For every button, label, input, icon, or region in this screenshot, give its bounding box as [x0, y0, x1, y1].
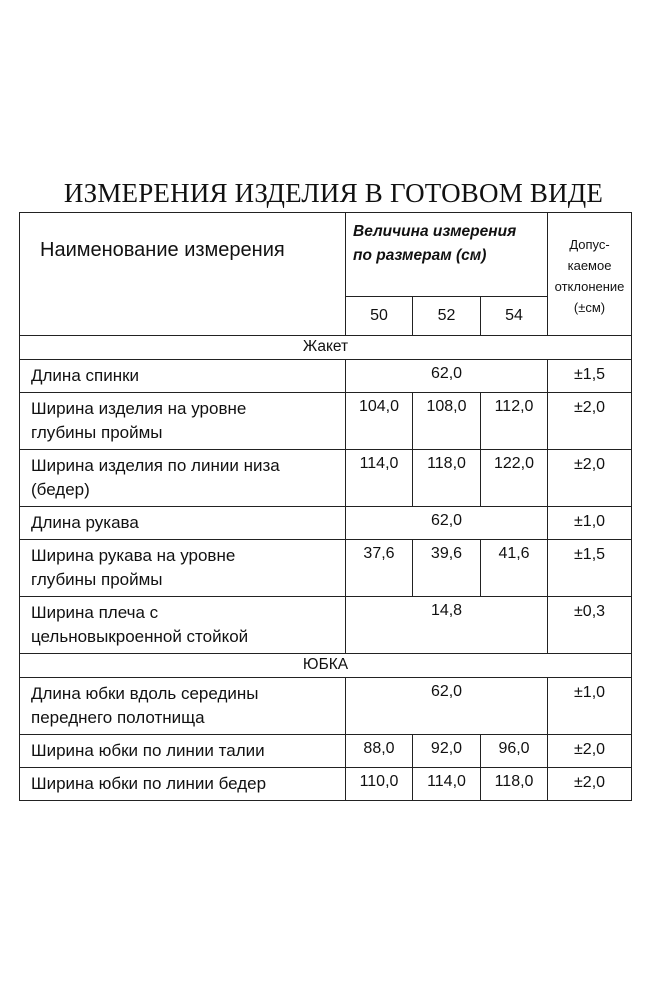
- size-value-cell: 37,6: [346, 540, 413, 597]
- measurement-name-cell: [20, 678, 346, 735]
- table-row: [20, 393, 632, 450]
- tolerance-cell: ±1,0: [548, 507, 632, 540]
- table-row: [20, 450, 632, 507]
- size-value-cell: 41,6: [481, 540, 548, 597]
- size-value-cell: 96,0: [481, 735, 548, 768]
- tolerance-cell: ±2,0: [548, 393, 632, 450]
- measurement-name-line: глубины проймы: [31, 570, 163, 589]
- tolerance-cell: ±2,0: [548, 768, 632, 801]
- size-value-cell: 118,0: [481, 768, 548, 801]
- size-value-cell: 108,0: [413, 393, 481, 450]
- section-row: [20, 654, 632, 678]
- measurement-name-cell: [20, 768, 346, 801]
- section-title: ЮБКА: [20, 654, 632, 678]
- header-measure-line1: Величина измерения: [353, 223, 517, 240]
- measurement-name-line: цельновыкроенной стойкой: [31, 627, 249, 646]
- measurement-name-cell: [20, 360, 346, 393]
- section-title: Жакет: [20, 336, 632, 360]
- size-value-cell: 122,0: [481, 450, 548, 507]
- measurement-name-line: Длина юбки вдоль середины: [31, 684, 259, 703]
- measurement-name-line: Ширина рукава на уровне: [31, 546, 236, 565]
- tolerance-cell: ±1,0: [548, 678, 632, 735]
- measurement-name-cell: [20, 507, 346, 540]
- measurement-name-cell: [20, 597, 346, 654]
- merged-value-cell: 62,0: [346, 507, 548, 540]
- measurement-name-line: Ширина изделия на уровне: [31, 399, 247, 418]
- header-tolerance-cell: [548, 213, 632, 336]
- measurement-name-cell: [20, 450, 346, 507]
- page-title: ИЗМЕРЕНИЯ ИЗДЕЛИЯ В ГОТОВОМ ВИДЕ: [63, 178, 604, 208]
- table-row: [20, 678, 632, 735]
- size-value-cell: 112,0: [481, 393, 548, 450]
- table-row: [20, 360, 632, 393]
- tolerance-cell: ±1,5: [548, 540, 632, 597]
- measurement-name-line: Ширина юбки по линии бедер: [31, 774, 267, 793]
- size-header-52: 52: [413, 297, 481, 336]
- measurement-name-line: переднего полотнища: [31, 708, 205, 727]
- size-value-cell: 118,0: [413, 450, 481, 507]
- measurement-name-line: Длина рукава: [31, 513, 139, 532]
- size-header-50: 50: [346, 297, 413, 336]
- measurement-name-line: Ширина изделия по линии низа: [31, 456, 280, 475]
- header-name-label: Наименование измерения: [40, 239, 285, 261]
- header-tolerance-line4: (±см): [573, 300, 606, 315]
- measurement-name-cell: [20, 735, 346, 768]
- size-header-54: 54: [481, 297, 548, 336]
- section-row: [20, 336, 632, 360]
- measurements-table: [19, 212, 632, 801]
- tolerance-cell: ±2,0: [548, 450, 632, 507]
- size-value-cell: 114,0: [413, 768, 481, 801]
- header-name-cell: [20, 213, 346, 336]
- size-value-cell: 92,0: [413, 735, 481, 768]
- tolerance-cell: ±1,5: [548, 360, 632, 393]
- table-row: [20, 597, 632, 654]
- table-row: [20, 768, 632, 801]
- size-value-cell: 114,0: [346, 450, 413, 507]
- size-value-cell: 110,0: [346, 768, 413, 801]
- header-tolerance-line3: отклонение: [554, 279, 625, 294]
- measurement-name-cell: [20, 393, 346, 450]
- tolerance-cell: ±0,3: [548, 597, 632, 654]
- measurement-name-line: Длина спинки: [31, 366, 140, 385]
- table-row: [20, 735, 632, 768]
- header-measure-cell: [346, 213, 548, 297]
- tolerance-cell: ±2,0: [548, 735, 632, 768]
- measurement-name-line: (бедер): [31, 480, 90, 499]
- measurement-name-line: глубины проймы: [31, 423, 163, 442]
- size-value-cell: 88,0: [346, 735, 413, 768]
- measurement-name-line: Ширина юбки по линии талии: [31, 741, 265, 760]
- measurement-name-cell: [20, 540, 346, 597]
- header-measure-line2: по размерам (см): [353, 247, 487, 264]
- table-row: [20, 540, 632, 597]
- header-tolerance-line1: Допус-: [569, 237, 610, 252]
- measurement-name-line: Ширина плеча с: [31, 603, 159, 622]
- merged-value-cell: 14,8: [346, 597, 548, 654]
- size-value-cell: 39,6: [413, 540, 481, 597]
- size-value-cell: 104,0: [346, 393, 413, 450]
- merged-value-cell: 62,0: [346, 678, 548, 735]
- header-tolerance-line2: каемое: [567, 258, 612, 273]
- merged-value-cell: 62,0: [346, 360, 548, 393]
- table-row: [20, 507, 632, 540]
